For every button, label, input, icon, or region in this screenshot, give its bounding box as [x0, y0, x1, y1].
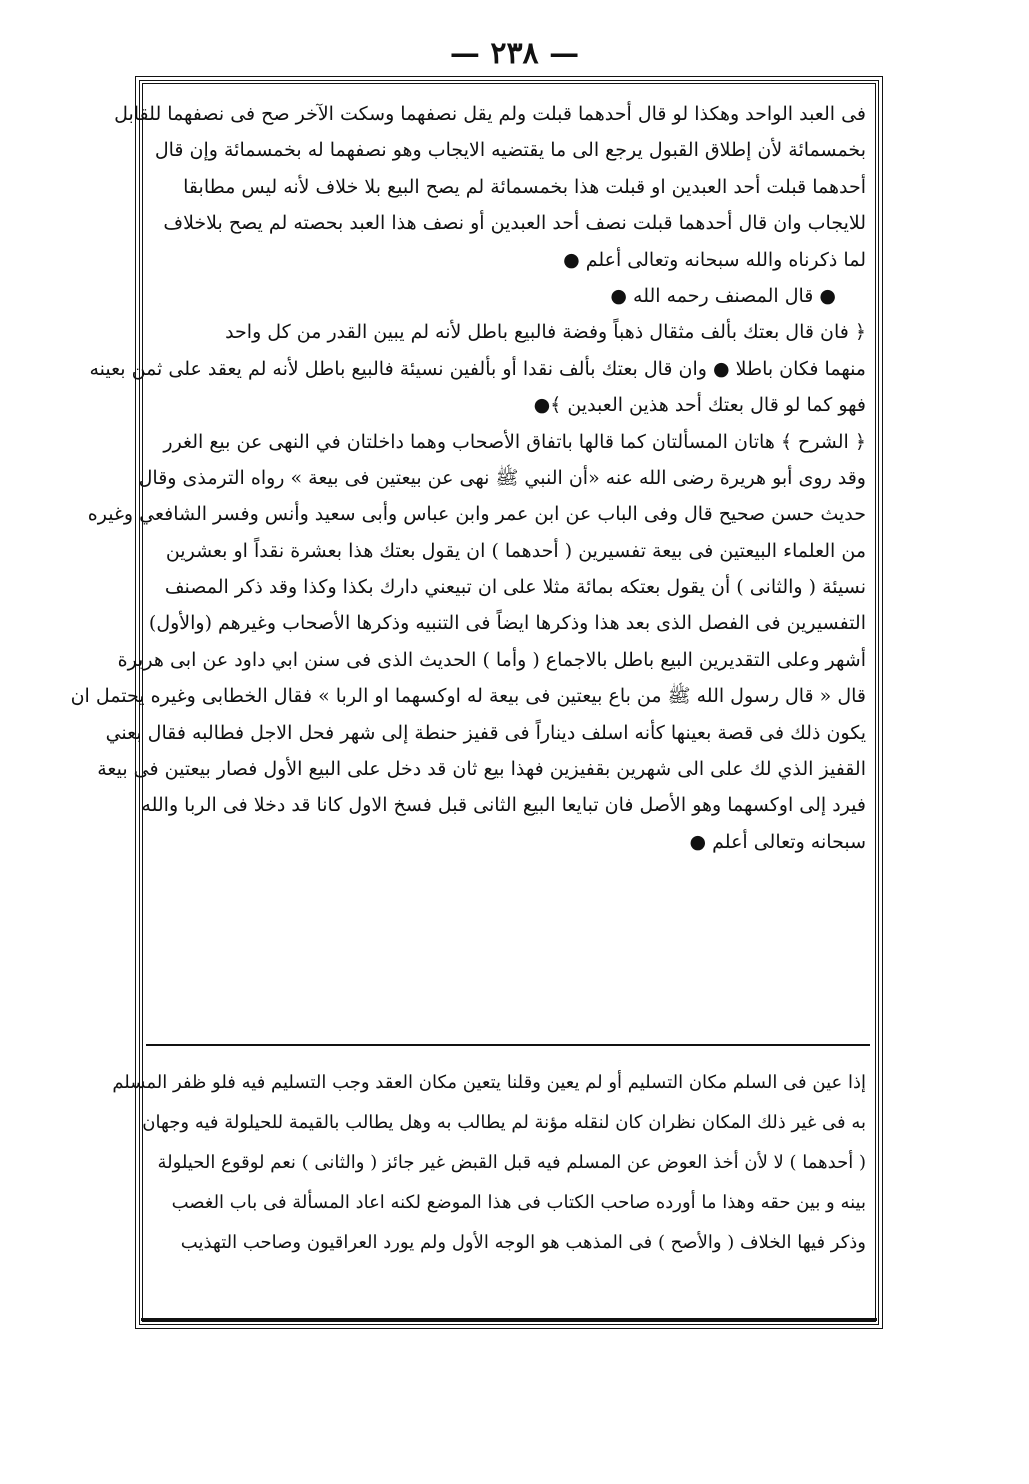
- text-line: فهو كما لو قال بعتك أحد هذين العبدين ﴾●: [533, 394, 866, 417]
- section-divider: [146, 1044, 870, 1046]
- text-line: أشهر وعلى التقديرين البيع باطل بالاجماع ( وأما ) الحديث الذى فى سنن ابي داود عن ابى هريرة: [117, 648, 866, 671]
- footnote-text: [112, 1063, 866, 1263]
- bottom-rule: [141, 1318, 877, 1321]
- text-line: لما ذكرناه والله سبحانه وتعالى أعلم ●: [563, 248, 866, 271]
- text-line: وقد روى أبو هريرة رضى الله عنه «أن النبي ﷺ نهى عن بيعتين فى بيعة » رواه الترمذى وقال: [138, 466, 866, 489]
- page-number: — ٢٣٨ —: [449, 36, 580, 71]
- main-text: [70, 96, 866, 860]
- text-line: قال « قال رسول الله ﷺ من باع بيعتين فى بيعة له اوكسهما او الربا » فقال الخطابى وغيره يحتمل ان: [70, 685, 866, 708]
- text-line: ﴿ فان قال بعتك بألف مثقال ذهباً وفضة فالبيع باطل لأنه لم يبين القدر من كل واحد: [225, 321, 866, 344]
- text-line: التفسيرين فى الفصل الذى بعد هذا وذكرها ايضاً فى التنبيه وذكرها الأصحاب وغيرهم (والأول): [148, 612, 866, 635]
- text-line: للايجاب وان قال أحدهما قبلت نصف أحد العبدين أو نصف هذا العبد بحصته لم يصح بلاخلاف: [163, 212, 866, 235]
- text-line: من العلماء البيعتين فى بيعة تفسيرين ( أحدهما ) ان يقول بعتك هذا بعشرة نقداً او بعشرين: [165, 539, 866, 562]
- footnote-line: بينه و بين حقه وهذا ما أورده صاحب الكتاب فى هذا الموضع لكنه اعاد المسألة فى باب الغصب: [171, 1192, 866, 1213]
- text-line: منهما فكان باطلا ● وان قال بعتك بألف نقدا أو بألفين نسيئة فالبيع باطل لأنه لم يعقد على ثمن بعينه: [89, 357, 866, 380]
- text-line: سبحانه وتعالى أعلم ●: [689, 830, 866, 853]
- footnote-line: إذا عين فى السلم مكان التسليم أو لم يعين وقلنا يتعين مكان العقد وجب التسليم فيه فلو ظفر المسلم: [112, 1072, 866, 1093]
- text-line: نسيئة ( والثانى ) أن يقول بعتكه بمائة مثلا على ان تبيعني دارك بكذا وكذا وقد ذكر المصنف: [164, 576, 866, 599]
- text-line: بخمسمائة لأن إطلاق القبول يرجع الى ما يقتضيه الايجاب وهو نصفهما له بخمسمائة وإن قال: [154, 139, 866, 162]
- text-line: القفيز الذي لك على الى شهرين بقفيزين فهذا بيع ثان قد دخل على البيع الأول فصار بيعتين فى بيعة: [97, 758, 866, 781]
- text-line: فيرد إلى اوكسهما وهو الأصل فان تبايعا البيع الثانى قبل فسخ الاول كانا قد دخلا فى الربا والله: [141, 794, 866, 817]
- footnote-line: وذكر فيها الخلاف ( والأصح ) فى المذهب هو الوجه الأول ولم يورد العراقيون وصاحب التهذيب: [180, 1232, 866, 1253]
- footnote-line: ( أحدهما ) لا لأن أخذ العوض عن المسلم فيه قبل القبض غير جائز ( والثانى ) نعم لوقوع الحيلولة: [157, 1152, 866, 1173]
- section-heading: ● قال المصنف رحمه الله ●: [610, 284, 836, 307]
- text-line: يكون ذلك فى قصة بعينها كأنه اسلف ديناراً فى قفيز حنطة إلى شهر فحل الاجل فطالبه فقال بعني: [105, 721, 866, 744]
- text-line: حديث حسن صحيح قال وفى الباب عن ابن عمر وابن عباس وأبى سعيد وأنس وفسر الشافعي وغيره: [87, 503, 866, 526]
- text-line: أحدهما قبلت أحد العبدين او قبلت هذا بخمسمائة لم يصح البيع بلا خلاف لأنه ليس مطابقا: [183, 175, 866, 198]
- text-line: ﴿ الشرح ﴾ هاتان المسألتان كما قالها باتفاق الأصحاب وهما داخلتان في النهى عن بيع الغرر: [163, 430, 866, 453]
- text-line: فى العبد الواحد وهكذا لو قال أحدهما قبلت ولم يقل نصفهما وسكت الآخر صح فى نصفهما للقابل: [114, 103, 866, 125]
- footnote-line: به فى غير ذلك المكان نظران كان لنقله مؤنة لم يطالب به وهل يطالب بالقيمة للحيلولة فيه وجهان: [142, 1112, 866, 1133]
